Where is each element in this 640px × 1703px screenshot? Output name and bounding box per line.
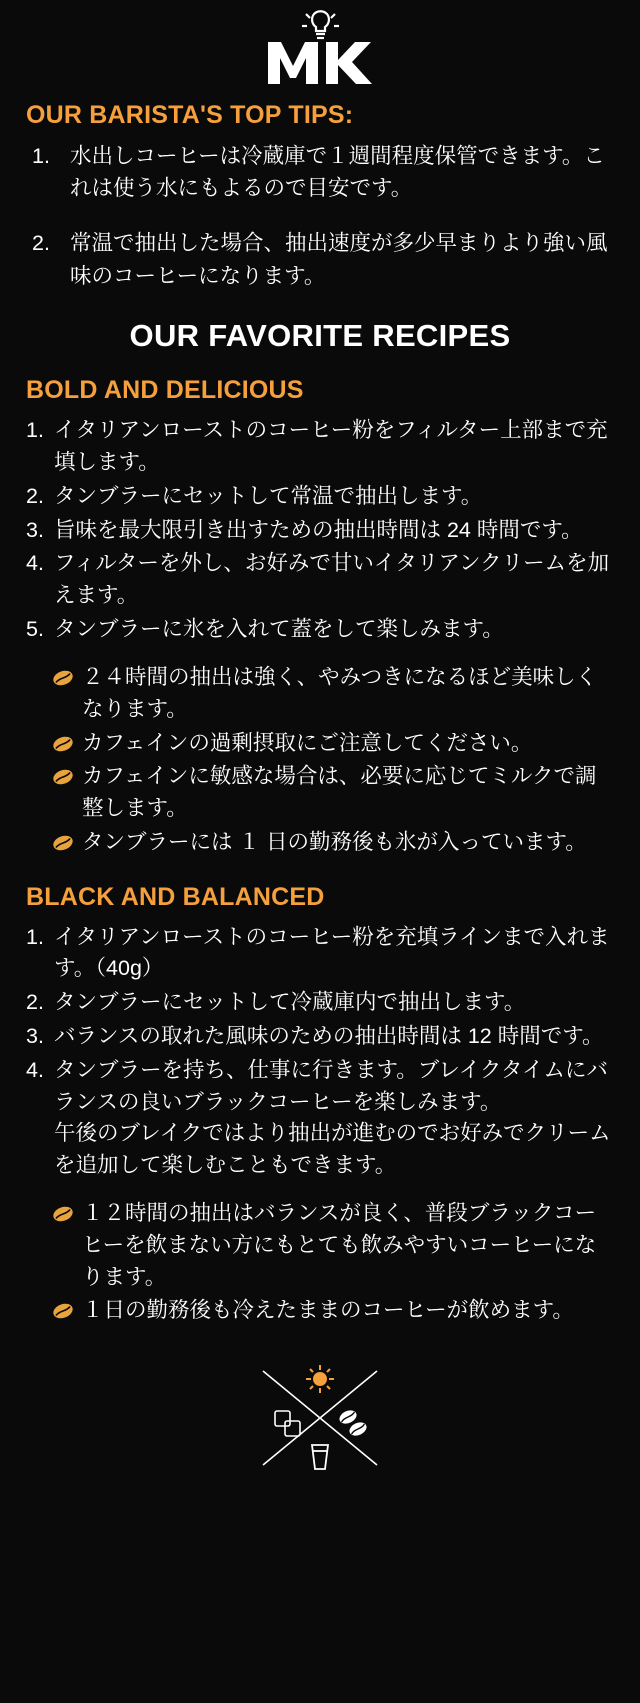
note-text: カフェインに敏感な場合は、必要に応じてミルクで調整します。 <box>82 764 597 821</box>
recipe-2-notes <box>26 1198 614 1327</box>
step-text: タンブラーを持ち、仕事に行きます。ブレイクタイムにバランスの良いブラックコーヒーを楽しみます。 <box>54 1057 609 1114</box>
recipe-1-notes <box>26 662 614 859</box>
tips-list <box>26 140 614 293</box>
recipe-1-steps <box>26 415 614 646</box>
note-text: ２４時間の抽出は強く、やみつきになるほど美味しくなります。 <box>82 664 598 721</box>
spacer <box>26 861 614 879</box>
list-item: タンブラーにセットして冷蔵庫内で抽出します。 <box>54 990 526 1015</box>
recipe-1-heading: BOLD AND DELICIOUS <box>26 376 304 405</box>
list-item <box>52 1198 614 1293</box>
coffee-bean-icon <box>52 734 74 754</box>
list-item <box>52 1295 614 1327</box>
list-item: フィルターを外し、お好みで甘いイタリアンクリームを加えます。 <box>54 551 610 608</box>
coffee-bean-icon <box>52 1204 74 1224</box>
list-item: 水出しコーヒーは冷蔵庫で１週間程度保管できます。これは使う水にもよるので目安です。 <box>70 143 605 201</box>
list-item: タンブラーにセットして常温で抽出します。 <box>54 483 483 508</box>
ice-cubes-icon <box>275 1411 300 1436</box>
recipe-2-heading: BLACK AND BALANCED <box>26 882 325 911</box>
coffee-bean-icon <box>52 1301 74 1321</box>
coffee-bean-icon <box>52 767 74 787</box>
sun-icon <box>306 1365 334 1393</box>
note-text: １日の勤務後も冷えたままのコーヒーが飲めます。 <box>82 1298 574 1323</box>
note-text: １２時間の抽出はバランスが良く、普段ブラックコーヒーを飲まない方にもとても飲みやすいコーヒーになります。 <box>82 1201 597 1289</box>
list-item: バランスの取れた風味のための抽出時間は 12 時間です。 <box>54 1023 604 1048</box>
coffee-beans-icon <box>337 1408 368 1438</box>
mk-monogram-icon <box>260 8 380 88</box>
brand-logo <box>26 0 614 97</box>
list-item: 常温で抽出した場合、抽出速度が多少早まりより強い風味のコーヒーになります。 <box>70 231 608 288</box>
list-item <box>52 728 614 760</box>
list-item <box>52 662 614 726</box>
note-text: タンブラーには １ 日の勤務後も氷が入っています。 <box>82 829 587 854</box>
tumbler-icon <box>312 1445 328 1469</box>
coffee-bean-icon <box>52 833 74 853</box>
list-item: イタリアンローストのコーヒー粉をフィルター上部まで充填します。 <box>54 418 608 474</box>
list-item <box>26 1055 614 1182</box>
recipes-title: OUR FAVORITE RECIPES <box>129 318 511 354</box>
list-item: 旨味を最大限引き出すための抽出時間は 24 時間です。 <box>54 517 583 542</box>
list-item: イタリアンローストのコーヒー粉を充填ラインまで入れます。（40g） <box>54 924 610 981</box>
crossed-emblem-icon <box>245 1363 395 1473</box>
list-item: タンブラーに氷を入れて蓋をして楽しみます。 <box>54 617 504 642</box>
footer-emblem <box>26 1329 614 1504</box>
coffee-bean-icon <box>52 668 74 688</box>
list-item <box>52 827 614 859</box>
note-text: カフェインの過剰摂取にご注意してください。 <box>82 730 533 755</box>
recipe-2-steps <box>26 922 614 1183</box>
list-item <box>52 761 614 825</box>
tips-heading: OUR BARISTA'S TOP TIPS: <box>26 101 354 129</box>
step-extra-text: 午後のブレイクではより抽出が進むのでお好みでクリームを追加して楽しむこともできます。 <box>54 1121 611 1178</box>
